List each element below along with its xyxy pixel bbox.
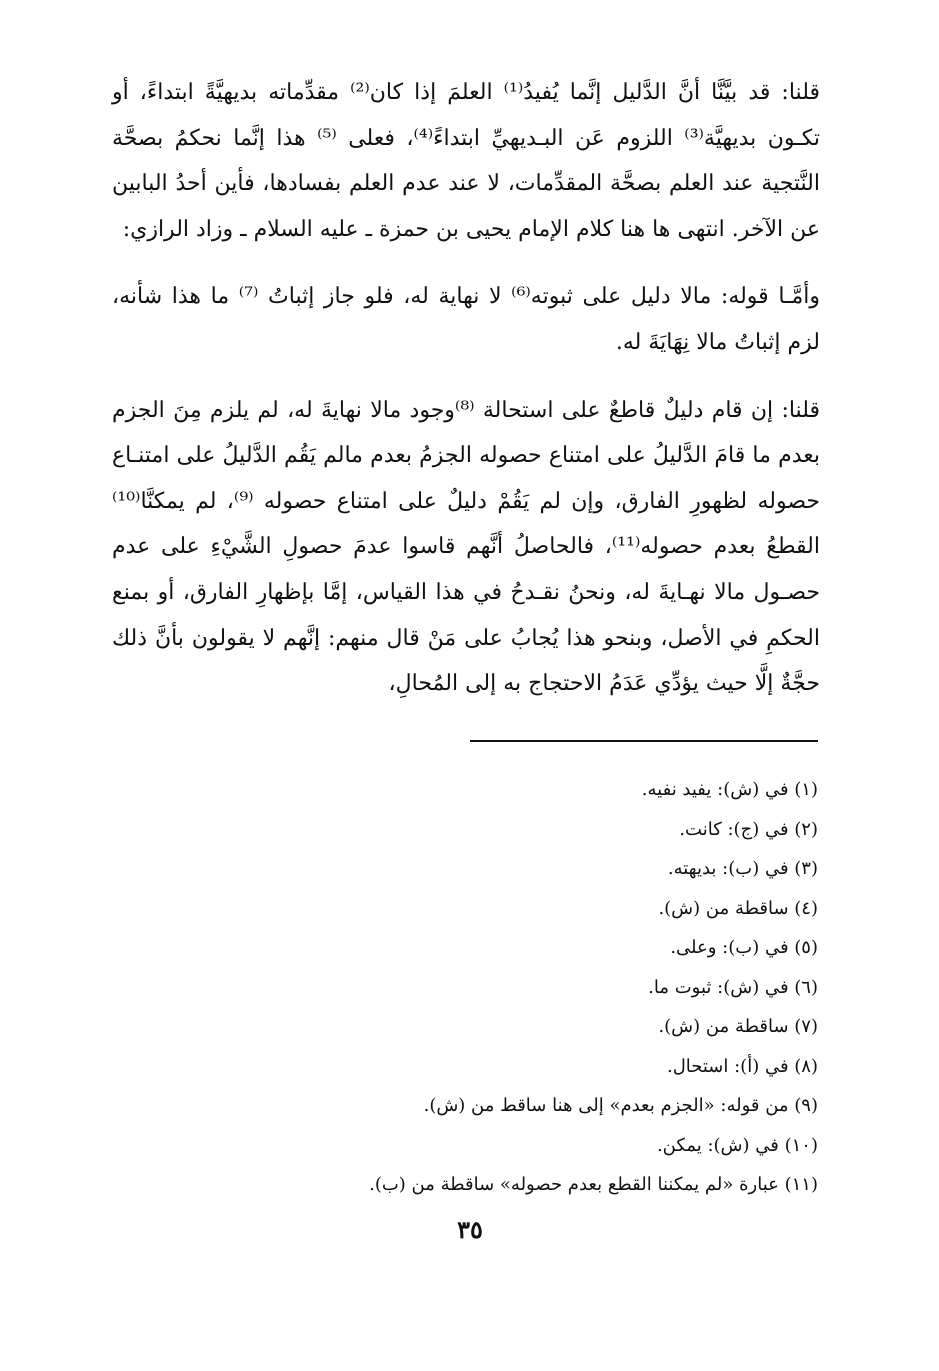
- paragraph-gap: [112, 366, 820, 388]
- paragraph-1: قلنا: قد بيَّنَّا أنَّ الدَّليل إنَّما يُفيدُ⁽¹⁾ العلمَ إذا كان⁽²⁾ مقدِّماته بديهيَّةً ابتداءً، أو تكـون بديهيَّة⁽³⁾ اللزوم عَن البـديهيِّ ابتداءً⁽⁴⁾، فعلى ⁽⁵⁾ هذا إنَّما نحكمُ بصحَّة النَّتجية عند العلم بصحَّة المقدِّمات، لا عند عدم العلم بفسادها، فأين أحدُ البابين عن الآخر. انتهى ها هنا كلام الإمام يحيى بن حمزة ـ عليه السلام ـ وزاد الرازي:: [112, 80, 821, 242]
- footnote-item: (٢) في (ج): كانت.: [679, 818, 818, 840]
- footnote-item: (٦) في (ش): ثبوت ما.: [648, 976, 818, 998]
- page-number: ٣٥: [457, 1215, 483, 1244]
- footnote-item: (١١) عبارة «لم يمكننا القطع بعدم حصوله» ساقطة من (ب).: [369, 1174, 818, 1195]
- footnote-item: (٧) ساقطة من (ش).: [658, 1016, 818, 1037]
- main-text: [112, 70, 820, 707]
- footnote-item: (١) في (ش): يفيد نفيه.: [641, 779, 818, 800]
- footnote-separator: [470, 740, 818, 742]
- footnotes-list: [298, 770, 818, 1205]
- paragraph-gap: [112, 252, 820, 274]
- footnote-item: (٨) في (أ): استحال.: [666, 1055, 818, 1077]
- footnote-item: (١٠) في (ش): يمكن.: [656, 1134, 818, 1156]
- footnote-item: (٩) من قوله: «الجزم بعدم» إلى هنا ساقط من (ش).: [423, 1095, 818, 1116]
- paragraph-2: وأمَّـا قوله: مالا دليل على ثبوته⁽⁶⁾ لا نهاية له، فلو جاز إثباتُ ⁽⁷⁾ ما هذا شأنه، لزم إثباتُ مالا نِهَايَةَ له.: [112, 284, 820, 355]
- footnote-item: (٤) ساقطة من (ش).: [658, 897, 818, 919]
- footnote-item: (٣) في (ب): بديهته.: [667, 858, 818, 879]
- paragraph-3: قلنا: إن قام دليلٌ قاطعٌ على استحالة ⁽⁸⁾وجود مالا نهايةَ له، لم يلزم مِنَ الجزم بعدم ما قامَ الدَّليلُ على امتناع حصوله الجزمُ بعدم مالم يَقُم الدَّليلُ على امتنـاع حصوله لظهورِ الفارق، وإن لم يَقُمْ دليلٌ على امتناع حصوله ⁽⁹⁾، لم يمكنَّا⁽¹⁰⁾ القطعُ بعدم حصوله⁽¹¹⁾، فالحاصلُ أنَّهم قاسوا عدمَ حصولِ الشَّيْءِ على عدم حصـول مالا نهـايةَ له، ونحنُ نقـدحُ في هذا القياس، إمَّا بإظهارِ الفارق، أو بمنع الحكمِ في الأصل، وبنحو هذا يُجابُ على مَنْ قال منهم: إنَّهم لا يقولون بأنَّ ذلك حجَّةٌ إلَّا حيث يؤدِّي عَدَمُ الاحتجاج به إلى المُحالِ،: [112, 397, 820, 697]
- footnote-item: (٥) في (ب): وعلى.: [670, 937, 818, 958]
